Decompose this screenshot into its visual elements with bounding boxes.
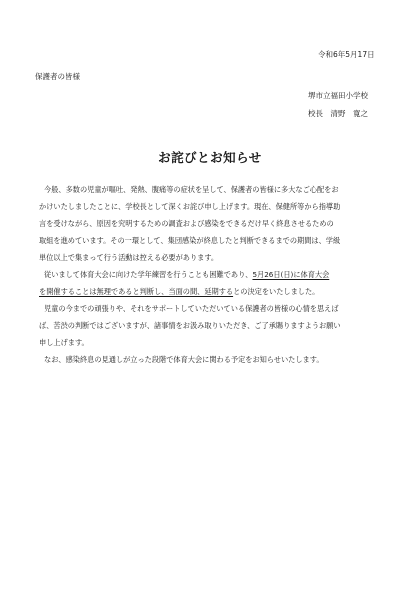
paragraph-2-text: 従いまして体育大会に向けた学年練習を行うことも困難であり、 bbox=[44, 270, 253, 279]
letter-addressee: 保護者の皆様 bbox=[35, 72, 80, 81]
paragraph-1-line-1: 今般、多数の児童が嘔吐、発熱、腹痛等の症状を呈して、保護者の皆様に多大なご心配をお bbox=[44, 185, 339, 194]
paragraph-3-line-2: ば、苦渋の判断ではございますが、諸事情をお汲み取りいただき、ご了承賜りますようお願い bbox=[39, 321, 341, 330]
letter-date: 令和6年5月17日 bbox=[318, 50, 375, 59]
paragraph-1-line-2: かけいたしましたことに、学校長として深くお詫び申し上げます。現在、保健所等から指導助 bbox=[39, 202, 341, 211]
paragraph-2-line-1 bbox=[44, 270, 329, 280]
postponement-date-underlined: 5月26日(日)に体育大会 bbox=[252, 270, 330, 279]
paragraph-1-line-5: 単位以上で集まって行う活動は控える必要があります。 bbox=[39, 253, 219, 262]
school-name: 堺市立福田小学校 bbox=[308, 91, 368, 100]
letter-title: お詫びとお知らせ bbox=[158, 150, 262, 165]
paragraph-2-text-end: との決定をいたしました。 bbox=[233, 287, 320, 296]
paragraph-1-line-3: 言を受けながら、原因を究明するための調査および感染をできるだけ早く終息させるための bbox=[39, 219, 334, 228]
paragraph-1-line-4: 取組を進めています。その一環として、集団感染が終息したと判断できるまでの期間は、学級 bbox=[39, 236, 341, 245]
paragraph-4: なお、感染終息の見通しが立った段階で体育大会に関わる予定をお知らせいたします。 bbox=[44, 355, 324, 364]
paragraph-3-line-1: 児童の今までの頑張りや、それをサポートしていただいている保護者の皆様の心情を思えば bbox=[44, 304, 339, 313]
principal-name: 校長 清野 寛之 bbox=[308, 109, 368, 118]
postponement-decision-underlined: を開催することは無理であると判断し、当面の間、延期する bbox=[39, 287, 234, 296]
paragraph-3-line-3: 申し上げます。 bbox=[39, 338, 89, 347]
paragraph-2-line-2 bbox=[39, 287, 319, 297]
